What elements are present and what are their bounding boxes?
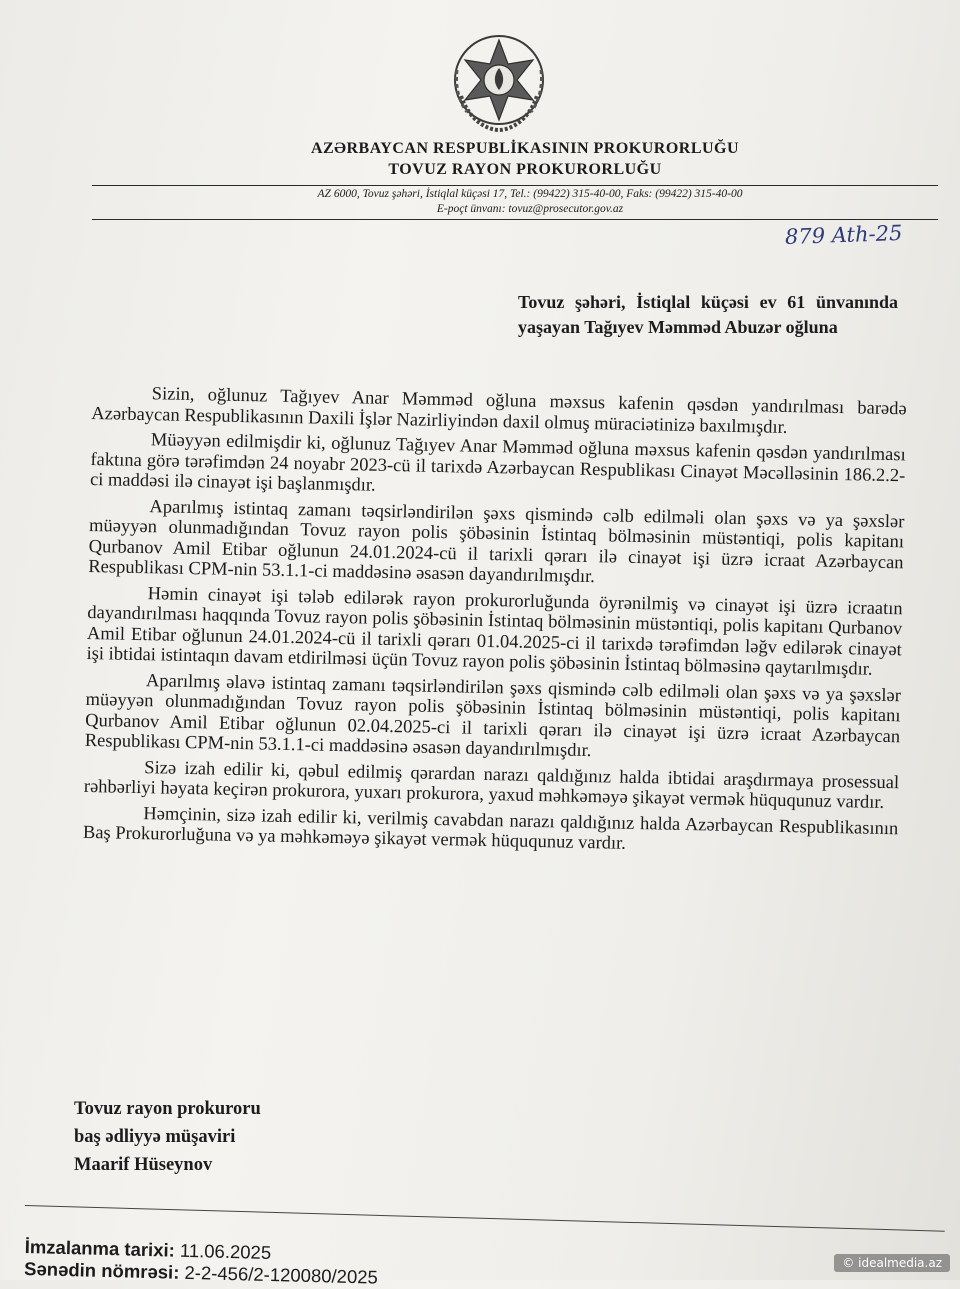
organization-address: AZ 6000, Tovuz şəhəri, İstiqlal küçəsi 17, Tel.: (99422) 315-40-00, Faks: (99422) 315-40-00: [317, 188, 743, 200]
body-paragraph: Aparılmış istintaq zamanı təqsirləndirilən şəxs qismində cəlb edilməli olan şəxs və ya şəxslər müəyyən olunmadığından Tovuz rayon polis şöbəsinin İstintaq bölməsinin müstəntiqi, polis kapitanı Qurbanov Amil Etibar oğlunun 24.01.2024-cü il tarixli qərarı ilə cinayət işi üzrə icraat Azərbaycan Respublikası CPM-nin 53.1.1-ci maddəsinə əsasən dayandırılmışdır.: [88, 496, 905, 588]
signer-title: Tovuz rayon prokuroru: [74, 1099, 261, 1119]
document-footer: [24, 1236, 379, 1289]
body-paragraph: Aparılmış əlavə istintaq zamanı təqsirləndirilən şəxs qismində cəlb edilməli olan şəxs və ya şəxslər müəyyən olunmadığından Tovuz rayon polis şöbəsinin İstintaq bölməsinin müstəntiqi, polis kapitanı Qurbanov Amil Etibar oğlunun 02.04.2025-ci il tarixli qərarı ilə cinayət işi üzrə icraat Azərbaycan Respublikası CPM-nin 53.1.1-ci maddəsinə əsasən dayandırılmışdır.: [84, 670, 902, 762]
handwritten-registration-number: 879 Ath-25: [784, 220, 903, 250]
organization-subdivision: TOVUZ RAYON PROKURORLUĞU: [388, 161, 662, 178]
signed-date-value: 11.06.2025: [179, 1239, 272, 1264]
header-divider: [92, 185, 938, 186]
signature-block: [74, 1095, 261, 1179]
azerbaijan-state-emblem-icon: [447, 30, 551, 134]
organization-email: E-poçt ünvanı: tovuz@prosecutor.gov.az: [436, 203, 624, 215]
recipient-address: Tovuz şəhəri, İstiqlal küçəsi ev 61 ünvanında yaşayan Tağıyev Məmməd Abuzər oğluna: [518, 292, 898, 337]
signer-rank: baş ədliyyə müşaviri: [74, 1127, 236, 1147]
body-paragraph: Həmin cinayət işi tələb edilərək rayon prokurorluğunda öyrənilmiş və cinayət işi üzrə icraatın dayandırılması haqqında Tovuz rayon polis şöbəsinin İstintaq bölməsinin müstəntiqi, polis kapitanı Qurbanov Amil Etibar oğlunun 24.01.2024-cü il tarixli qərarı 01.04.2025-ci il tarixdə tərəfimdən ləğv edilərək cinayət işi ibtidai istintaqın davam etdirilməsi üçün Tovuz rayon polis şöbəsinin İstintaq bölməsinə qaytarılmışdır.: [86, 583, 903, 680]
body-paragraph: Sizin, oğlunuz Tağıyev Anar Məmməd oğluna məxsus kafenin qəsdən yandırılması barədə Azərbaycan Respublikasının Daxili İşlər Nazirliyindən daxil olmuş müraciətinizə baxılmışdır.: [91, 384, 907, 438]
document-number-label: Sənədin nömrəsi:: [23, 1257, 180, 1283]
header-divider: [92, 219, 938, 220]
signed-date-label: İmzalanma tarixi:: [24, 1236, 176, 1261]
body-paragraph: Müəyyən edilmişdir ki, oğlunuz Tağıyev Anar Məmməd oğluna məxsus kafenin qəsdən yandırılması faktına görə tərəfimdən 24 noyabr 2023-cü il tarixdə Azərbaycan Respublikası Cinayət Məcəlləsinin 186.2.2-ci maddəsi ilə cinayət işi başlanmışdır.: [89, 430, 906, 496]
body-paragraph: Həmçinin, sizə izah edilir ki, verilmiş cavabdan narazı qaldığınız halda Azərbaycan Respublikasının Baş Prokurorluğuna və ya məhkəməyə şikayət vermək hüququnuz vardır.: [82, 803, 899, 854]
signer-name: Maarif Hüseynov: [74, 1155, 213, 1175]
source-watermark: © idealmedia.az: [834, 1254, 950, 1272]
organization-name: AZƏRBAYCAN RESPUBLİKASININ PROKURORLUĞU: [310, 140, 740, 157]
body-paragraph: Sizə izah edilir ki, qəbul edilmiş qərardan narazı qaldığınız halda ibtidai araşdırmaya prosessual rəhbərliyi həyata keçirən prokurora, yuxarı prokurora, yaxud məhkəməyə şikayət vermək hüququnuz vardır.: [83, 757, 900, 813]
letter-body: [83, 383, 907, 865]
footer-divider: [25, 1205, 945, 1232]
document-number-value: 2-2-456/2-120080/2025: [184, 1261, 379, 1288]
